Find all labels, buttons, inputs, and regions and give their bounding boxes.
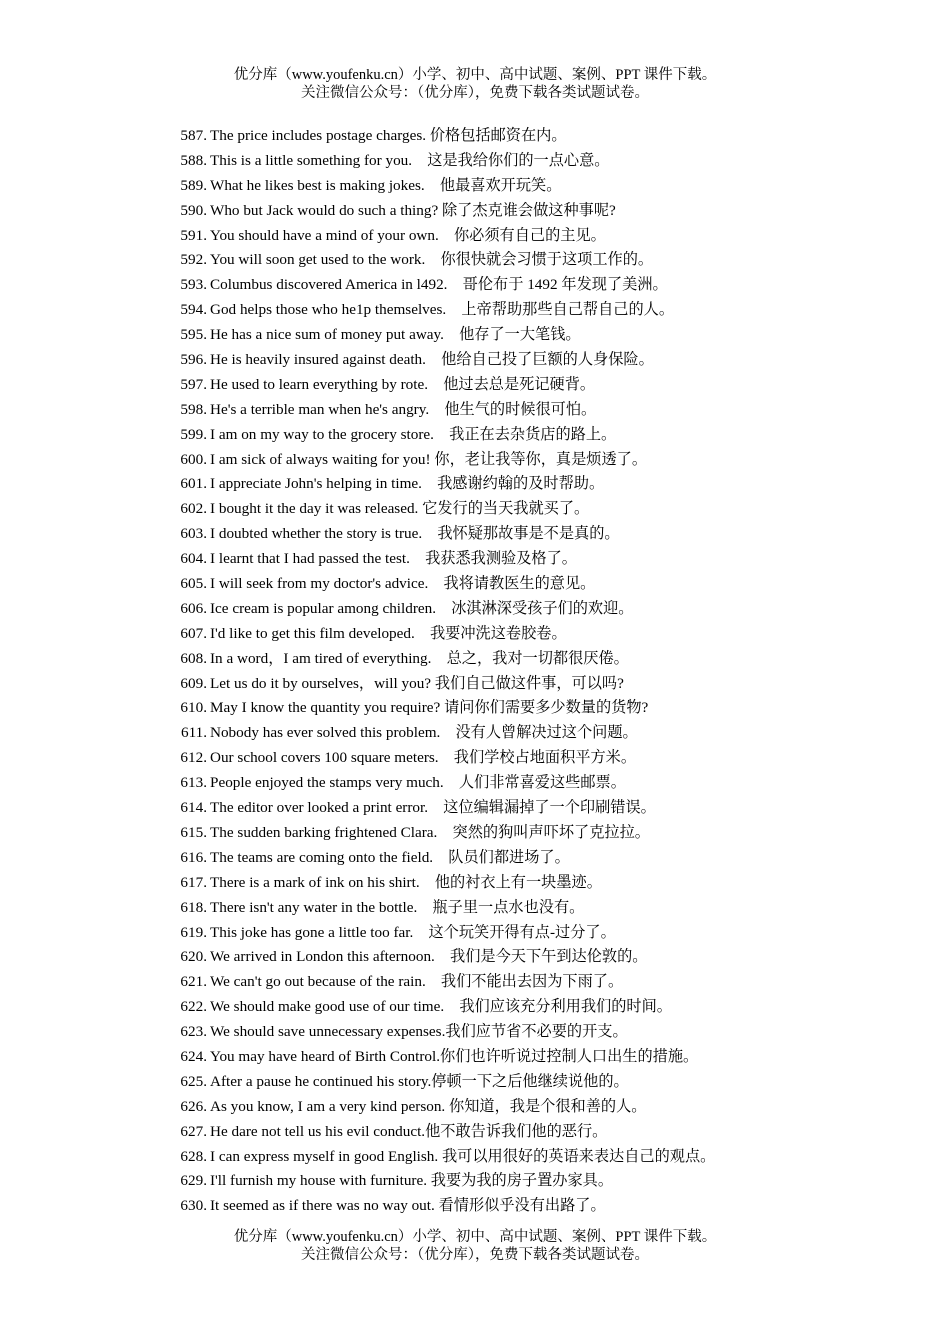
sentence-row (0, 572, 950, 597)
sentence-row (0, 1194, 950, 1219)
sentence-row (0, 448, 950, 473)
sentence-list (0, 124, 950, 1219)
sentence-row (0, 547, 950, 572)
sentence-number: 629. (180, 1172, 207, 1190)
sentence-row (0, 1120, 950, 1145)
sentence-text: I learnt that I had passed the test. 我获悉我测验及格了。 (210, 550, 577, 568)
sentence-number: 614. (180, 799, 207, 817)
sentence-text: As you know, I am a very kind person. 你知道，我是个很和善的人。 (210, 1097, 647, 1115)
footer-line-1: 优分库（www.youfenku.cn）小学、初中、高中试题、案例、PPT 课件下载。 (233, 1229, 717, 1245)
sentence-text: People enjoyed the stamps very much. 人们非常喜爱这些邮票。 (210, 774, 626, 792)
sentence-text: I'd like to get this film developed. 我要冲洗这卷胶卷。 (210, 624, 567, 642)
sentence-row (0, 1095, 950, 1120)
sentence-text: I bought it the day it was released. 它发行的当天我就买了。 (210, 500, 590, 518)
sentence-text: I will seek from my doctor's advice. 我将请教医生的意见。 (210, 575, 596, 593)
sentence-number: 596. (180, 351, 207, 369)
sentence-text: It seemed as if there was no way out. 看情形似乎没有出路了。 (210, 1197, 606, 1215)
sentence-text: Ice cream is popular among children. 冰淇淋深受孩子们的欢迎。 (210, 599, 634, 617)
sentence-text: The editor over looked a print error. 这位编辑漏掉了一个印刷错误。 (210, 799, 656, 817)
sentence-row (0, 721, 950, 746)
sentence-number: 601. (180, 475, 207, 493)
sentence-row (0, 1020, 950, 1045)
sentence-row (0, 398, 950, 423)
sentence-row (0, 796, 950, 821)
sentence-number: 606. (180, 599, 207, 617)
sentence-text: He dare not tell us his evil conduct.他不敢告诉我们他的恶行。 (210, 1122, 608, 1140)
sentence-number: 594. (180, 301, 207, 319)
sentence-number: 627. (180, 1122, 207, 1140)
sentence-text: He has a nice sum of money put away. 他存了一大笔钱。 (210, 326, 581, 344)
sentence-number: 613. (180, 774, 207, 792)
sentence-number: 605. (180, 575, 207, 593)
sentence-row (0, 224, 950, 249)
sentence-row (0, 1169, 950, 1194)
sentence-row (0, 846, 950, 871)
sentence-number: 615. (180, 823, 207, 841)
sentence-text: He's a terrible man when he's angry. 他生气的时候很可怕。 (210, 400, 597, 418)
sentence-row (0, 248, 950, 273)
sentence-text: This joke has gone a little too far. 这个玩笑开得有点-过分了。 (210, 923, 616, 941)
sentence-text: Columbus discovered America in l492. 哥伦布于 1492 年发现了美洲。 (210, 276, 668, 294)
header-line-2: 关注微信公众号：（优分库），免费下载各类试题试卷。 (301, 85, 649, 101)
sentence-row (0, 622, 950, 647)
sentence-text: I doubted whether the story is true. 我怀疑那故事是不是真的。 (210, 525, 620, 543)
sentence-row (0, 522, 950, 547)
sentence-row (0, 871, 950, 896)
sentence-number: 588. (180, 151, 207, 169)
sentence-text: May I know the quantity you require? 请问你们需要多少数量的货物? (210, 699, 649, 717)
sentence-row (0, 672, 950, 697)
sentence-number: 618. (180, 898, 207, 916)
sentence-row (0, 348, 950, 373)
sentence-number: 592. (180, 251, 207, 269)
sentence-row (0, 896, 950, 921)
sentence-text: He used to learn everything by rote. 他过去总是死记硬背。 (210, 375, 596, 393)
sentence-row (0, 174, 950, 199)
sentence-number: 624. (180, 1047, 207, 1065)
sentence-number: 595. (180, 326, 207, 344)
sentence-text: Let us do it by ourselves，will you? 我们自己做这件事，可以吗? (210, 674, 624, 692)
sentence-number: 599. (180, 425, 207, 443)
sentence-row (0, 970, 950, 995)
sentence-number: 609. (180, 674, 207, 692)
sentence-text: We arrived in London this afternoon. 我们是今天下午到达伦敦的。 (210, 948, 648, 966)
sentence-text: God helps those who he1p themselves. 上帝帮助那些自己帮自己的人。 (210, 301, 675, 319)
sentence-number: 623. (180, 1023, 207, 1041)
sentence-row (0, 273, 950, 298)
sentence-text: After a pause he continued his story.停顿一下之后他继续说他的。 (210, 1072, 629, 1090)
page-header (0, 66, 950, 102)
sentence-number: 621. (180, 973, 207, 991)
sentence-number: 603. (180, 525, 207, 543)
sentence-row (0, 1145, 950, 1170)
sentence-number: 616. (180, 848, 207, 866)
sentence-row (0, 497, 950, 522)
sentence-number: 602. (180, 500, 207, 518)
sentence-text: There is a mark of ink on his shirt. 他的衬衣上有一块墨迹。 (210, 873, 602, 891)
sentence-text: You will soon get used to the work. 你很快就会习惯于这项工作的。 (210, 251, 654, 269)
sentence-text: We should save unnecessary expenses.我们应节省不必要的开支。 (210, 1023, 628, 1041)
sentence-text: I am on my way to the grocery store. 我正在去杂货店的路上。 (210, 425, 617, 443)
sentence-number: 589. (180, 176, 207, 194)
sentence-text: You should have a mind of your own. 你必须有自己的主见。 (210, 226, 606, 244)
sentence-number: 590. (180, 201, 207, 219)
sentence-row (0, 597, 950, 622)
sentence-number: 617. (180, 873, 207, 891)
sentence-text: Our school covers 100 square meters. 我们学校占地面积平方米。 (210, 749, 637, 767)
sentence-text: In a word，I am tired of everything. 总之，我对一切都很厌倦。 (210, 649, 629, 667)
sentence-number: 619. (180, 923, 207, 941)
sentence-number: 628. (180, 1147, 207, 1165)
sentence-text: Who but Jack would do such a thing? 除了杰克谁会做这种事呢? (210, 201, 616, 219)
sentence-text: He is heavily insured against death. 他给自己投了巨额的人身保险。 (210, 351, 654, 369)
sentence-row (0, 771, 950, 796)
sentence-number: 626. (180, 1097, 207, 1115)
sentence-row (0, 995, 950, 1020)
sentence-text: Nobody has ever solved this problem. 没有人曾解决过这个问题。 (210, 724, 638, 742)
sentence-row (0, 945, 950, 970)
sentence-row (0, 199, 950, 224)
sentence-number: 611. (180, 724, 207, 742)
sentence-row (0, 323, 950, 348)
sentence-text: The sudden barking frightened Clara. 突然的狗叫声吓坏了克拉拉。 (210, 823, 650, 841)
sentence-number: 600. (180, 450, 207, 468)
page-footer (0, 1228, 950, 1264)
sentence-row (0, 124, 950, 149)
sentence-number: 604. (180, 550, 207, 568)
sentence-number: 612. (180, 749, 207, 767)
header-line-1: 优分库（www.youfenku.cn）小学、初中、高中试题、案例、PPT 课件下载。 (233, 67, 717, 83)
sentence-row (0, 696, 950, 721)
sentence-text: You may have heard of Birth Control.你们也许听说过控制人口出生的措施。 (210, 1047, 699, 1065)
sentence-row (0, 472, 950, 497)
sentence-row (0, 298, 950, 323)
sentence-row (0, 373, 950, 398)
sentence-row (0, 921, 950, 946)
sentence-number: 587. (180, 127, 207, 144)
sentence-row (0, 1045, 950, 1070)
sentence-number: 625. (180, 1072, 207, 1090)
sentence-text: The teams are coming onto the field. 队员们都进场了。 (210, 848, 570, 866)
sentence-row (0, 821, 950, 846)
sentence-text: There isn't any water in the bottle. 瓶子里一点水也没有。 (210, 898, 585, 916)
sentence-number: 610. (180, 699, 207, 717)
sentence-row (0, 149, 950, 174)
sentence-text: I appreciate John's helping in time. 我感谢约翰的及时帮助。 (210, 475, 605, 493)
sentence-row (0, 1070, 950, 1095)
sentence-number: 630. (180, 1197, 207, 1215)
sentence-row (0, 647, 950, 672)
sentence-text: I am sick of always waiting for you! 你，老让我等你，真是烦透了。 (210, 450, 648, 468)
sentence-number: 607. (180, 624, 207, 642)
sentence-row (0, 746, 950, 771)
sentence-number: 593. (180, 276, 207, 294)
sentence-text: We can't go out because of the rain. 我们不能出去因为下雨了。 (210, 973, 624, 991)
sentence-text: The price includes postage charges. 价格包括邮资在内。 (210, 127, 567, 144)
sentence-number: 608. (180, 649, 207, 667)
sentence-text: I'll furnish my house with furniture. 我要为我的房子置办家具。 (210, 1172, 614, 1190)
sentence-text: We should make good use of our time. 我们应该充分利用我们的时间。 (210, 998, 672, 1016)
sentence-number: 597. (180, 375, 207, 393)
sentence-text: This is a little something for you. 这是我给你们的一点心意。 (210, 151, 610, 169)
footer-line-2: 关注微信公众号：（优分库），免费下载各类试题试卷。 (301, 1247, 649, 1263)
sentence-number: 598. (180, 400, 207, 418)
sentence-text: What he likes best is making jokes. 他最喜欢开玩笑。 (210, 176, 562, 194)
sentence-number: 620. (180, 948, 207, 966)
sentence-number: 622. (180, 998, 207, 1016)
sentence-row (0, 423, 950, 448)
sentence-text: I can express myself in good English. 我可以用很好的英语来表达自己的观点。 (210, 1147, 716, 1165)
sentence-number: 591. (180, 226, 207, 244)
